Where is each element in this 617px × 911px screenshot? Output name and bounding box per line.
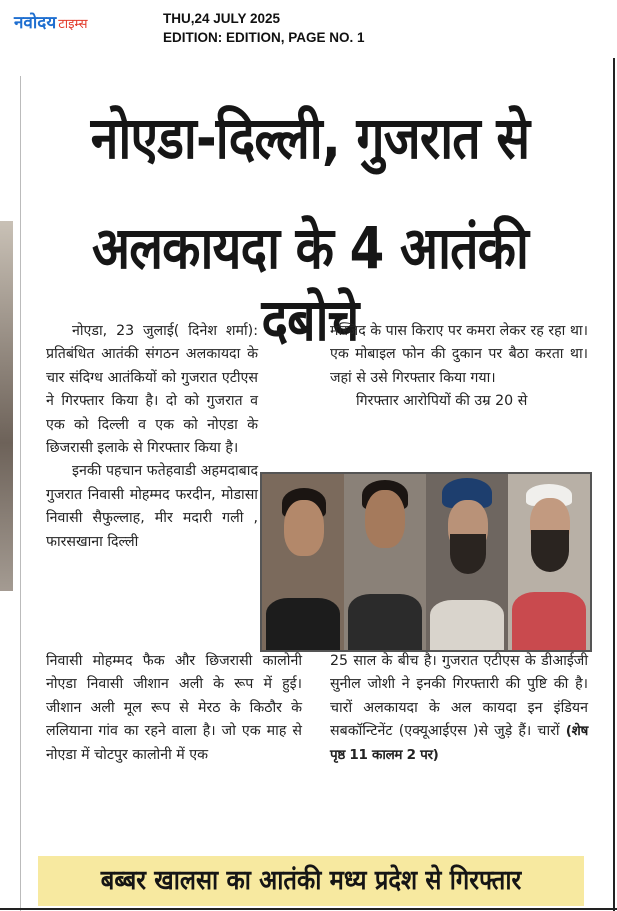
continued-note: (शेष पृष्ठ 11 कालम 2 पर) (330, 723, 588, 763)
brand-logo[interactable] (14, 10, 88, 33)
headline-line2: अलकायदा के 4 आतंकी दबोचे (91, 214, 529, 354)
article-paragraph: 25 साल के बीच है। गुजरात एटीएस के डीआईजी सुनील जोशी ने इनकी गिरफ्तारी की पुष्टि की है। चारों अलकायदा के अल कायदा इन इंडियन सबकॉन्टिनेंट (एक्यूआईएस )से जुड़े हैं। चारों (330, 653, 588, 740)
accused-person-1 (262, 474, 344, 650)
accused-person-3 (426, 474, 508, 650)
second-headline: बब्बर खालसा का आतंकी मध्य प्रदेश से गिरफ्तार (100, 865, 522, 896)
article-paragraph: निवासी मोहम्मद फैक और छिजरासी कालोनी नोएडा निवासी जीशान अली के रूप में हुई। जीशान अली मूल रूप से मेरठ के किठौर के ललियाना गांव का रहने वाला है। जो एक माह से नोएडा में चोटपुर कालोनी में एक (46, 653, 302, 763)
newspaper-clipping (0, 58, 617, 911)
frame-border-bottom (0, 908, 617, 910)
adjacent-photo-fragment (0, 221, 13, 591)
article-column-2-top (330, 320, 588, 414)
accused-person-2 (344, 474, 426, 650)
article-paragraph: मस्जिद के पास किराए पर कमरा लेकर रह रहा था। एक मोबाइल फोन की दुकान पर बैठा करता था। जहां से उसे गिरफ्तार किया गया। (330, 323, 588, 386)
brand-name: नवोदय (14, 13, 57, 33)
edition-page: EDITION: EDITION, PAGE NO. 1 (163, 30, 365, 45)
column-rule (20, 76, 21, 911)
accused-person-4 (508, 474, 590, 650)
edition-info (163, 9, 365, 47)
adjacent-article-strip (0, 76, 20, 911)
headline-line1: नोएडा-दिल्ली, गुजरात से (90, 104, 530, 172)
header-bar (0, 0, 617, 58)
article-paragraph: नोएडा, 23 जुलाई( दिनेश शर्मा): प्रतिबंधित आतंकी संगठन अलकायदा के चार संदिग्ध आतंकियों को गुजरात एटीएस ने गिरफ्तार किया है। दो को गुजरात व एक को दिल्ली व एक को नोएडा के छिजरासी इलाके से गिरफ्तार किया है। (46, 323, 258, 457)
brand-subtitle: टाइम्स (58, 17, 88, 32)
article-column-2-bottom (330, 650, 588, 767)
article-paragraph: इनकी पहचान फतेहवाडी अहमदाबाद गुजरात निवासी मोहम्मद फरदीन, मोडासा निवासी सैफुल्लाह, मीर मदारी गली , फारसखाना दिल्ली (46, 463, 258, 550)
accused-photo (260, 472, 592, 652)
frame-border-right (613, 58, 615, 911)
article-column-1-bottom (46, 650, 302, 767)
edition-date: THU,24 JULY 2025 (163, 11, 281, 26)
article-paragraph: गिरफ्तार आरोपियों की उम्र 20 से (356, 393, 528, 410)
